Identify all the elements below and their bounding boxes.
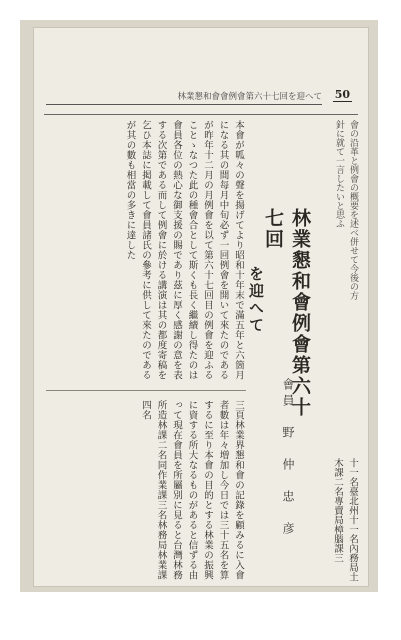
header-rule — [44, 114, 358, 115]
article-title: 林業懇和會例會第六十七回 — [262, 208, 311, 418]
body-text-right-upper: 會の沿革と例會の概要を述べ併せて今後の方針に就て一言したいと思ふ — [334, 120, 358, 300]
page-number: 50 — [334, 88, 350, 101]
scanned-page — [20, 20, 378, 592]
page-header — [44, 88, 352, 108]
paper-sheet — [34, 28, 368, 586]
body-text-right-lower: 十一名臺北州十一名內務局土木課二名專賣局樟腦課三 — [332, 458, 358, 582]
body-text-upper: 本會が呱々の聲を揚げてより昭和十年末で滿五年と六箇月になる其の間每月中旬必ず一回例會を開いて來たのであるが昨年十二月の月例會を以て第六十七回目の例會を迎ふることゝなつた此の種會合として斯くも長く繼續し得たのは會員各位の熱心な御支援の賜であり茲に厚く感謝の意を表する次第である而して例會に於ける講演は其の都度寄稿を乞ひ本誌に掲載して會員諸氏の參考に供して來たのであるが其の數も相當の多きに達した — [124, 120, 244, 380]
article-author: 會員 野 仲 忠 彦 — [281, 378, 295, 538]
article-subtitle: を迎へて — [247, 266, 265, 334]
section-divider — [46, 390, 246, 391]
body-text-lower: 三頁林業界懇和會の記錄を顧みるに入會者數は年々増加し今日では三十五名を算するに至り本會の目的とする林業の振興に資する所大なるものがあると信ずる由って現在會員を所屬別に見ると台灣林務所造林課二名同作業課三名林務局林業課四名 — [140, 400, 244, 580]
running-title: 林業懇和會會例會第六十七回を迎へて — [46, 90, 322, 105]
